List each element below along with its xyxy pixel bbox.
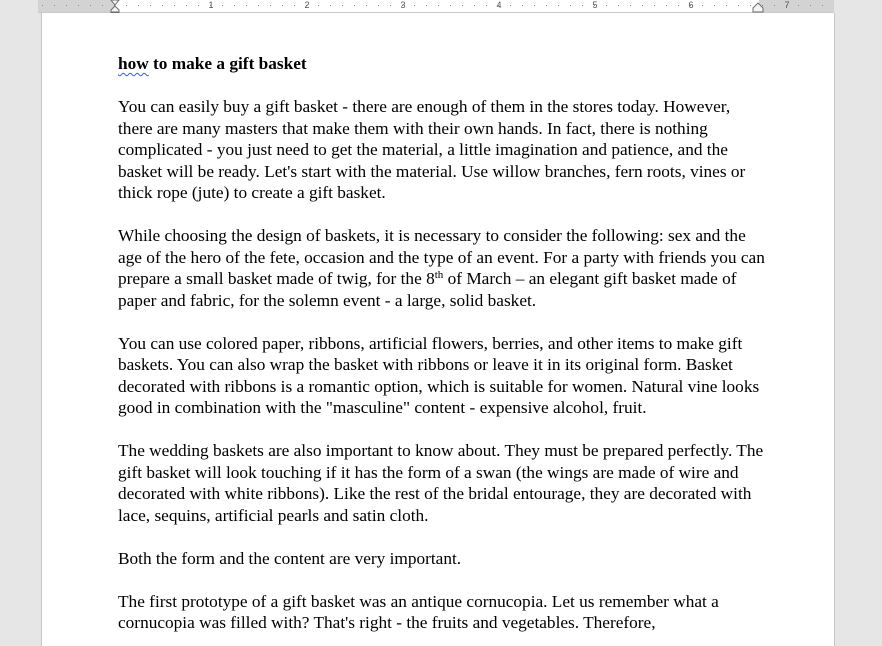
ruler-tick (702, 5, 703, 6)
ruler-tick (126, 5, 127, 6)
ruler-tick (294, 5, 295, 6)
ruler-tick (258, 5, 259, 6)
ruler-tick (510, 5, 511, 6)
ruler-tick (570, 5, 571, 6)
document-page[interactable] (41, 13, 835, 646)
paragraph-3: You can use colored paper, ribbons, artificial flowers, berries, and other items to make gift baskets. You can also wrap the basket with ribbons or leave it in its original form. Basket decorated with ribbons is a romantic option, which is suitable for women. Natural vine looks good in combination with the "masculine" content - expensive alcohol, fruit. (118, 333, 760, 417)
ruler-tick (366, 5, 367, 6)
ruler-number: 7 (784, 0, 790, 10)
ruler-tick (450, 5, 451, 6)
ruler-tick (246, 5, 247, 6)
ruler-tick (522, 5, 523, 6)
ruler-right-margin (759, 0, 834, 12)
ruler-tick (42, 5, 43, 6)
ruler-tick (54, 5, 55, 6)
ruler-tick (90, 5, 91, 6)
paragraph-2-text-a: While choosing the design of baskets, it is necessary to consider the following: sex and the age of the hero of the fete, occasion and the type of an event. For a party with friends you can prepare a small basket made of twig, for the 8 (118, 226, 765, 288)
ruler-tick (774, 5, 775, 6)
ruler-tick (606, 5, 607, 6)
ruler-tick (234, 5, 235, 6)
ruler-tick (102, 5, 103, 6)
paragraph-4: The wedding baskets are also important to know about. They must be prepared perfectly. The gift basket will look touching if it has the form of a swan (the wings are made of wire and decorated with white ribbons). Like the rest of the bridal entourage, they are decorated with lace, sequins, artificial pearls and satin cloth. (118, 441, 764, 525)
ruler-tick (618, 5, 619, 6)
ruler-tick (162, 5, 163, 6)
ruler-tick (390, 5, 391, 6)
paragraph-1: You can easily buy a gift basket - there are enough of them in the stores today. However, there are many masters that make them with their own hands. In fact, there is nothing complicated - you just need to get the material, a little imagination and patience, and the basket will be ready. Let's start with the material. Use willow branches, fern roots, vines or thick rope (jute) to create a gift basket. (118, 97, 746, 202)
paragraph-6: The first prototype of a gift basket was an antique cornucopia. Let us remember what a cornucopia was filled with? That's right - the fruits and vegetables. Therefore, (118, 591, 719, 632)
ruler-tick (150, 5, 151, 6)
ruler-tick (726, 5, 727, 6)
ruler-number: 5 (592, 0, 598, 10)
ruler-tick (174, 5, 175, 6)
ruler-tick (534, 5, 535, 6)
ruler-tick (186, 5, 187, 6)
ruler-tick (666, 5, 667, 6)
ruler-tick (354, 5, 355, 6)
ruler-tick (282, 5, 283, 6)
superscript-ordinal: th (434, 269, 444, 281)
ruler-tick (822, 5, 823, 6)
ruler-tick (630, 5, 631, 6)
ruler-tick (342, 5, 343, 6)
ruler-tick (78, 5, 79, 6)
ruler-tick (678, 5, 679, 6)
ruler-tick (330, 5, 331, 6)
document-body[interactable] (118, 53, 768, 646)
ruler-tick (546, 5, 547, 6)
paragraph-5: Both the form and the content are very important. (118, 548, 462, 568)
ruler-number: 2 (304, 0, 310, 10)
ruler-tick (750, 5, 751, 6)
ruler-tick (66, 5, 67, 6)
ruler-number: 4 (496, 0, 502, 10)
right-indent-marker-icon[interactable] (752, 2, 764, 13)
ruler-tick (486, 5, 487, 6)
ruler-tick (462, 5, 463, 6)
ruler-tick (582, 5, 583, 6)
ruler-tick (714, 5, 715, 6)
ruler-tick (654, 5, 655, 6)
ruler-tick (798, 5, 799, 6)
ruler-tick (378, 5, 379, 6)
ruler-tick (270, 5, 271, 6)
ruler-number: 3 (400, 0, 406, 10)
ruler-tick (474, 5, 475, 6)
paragraph-2 (118, 225, 768, 311)
ruler-tick (558, 5, 559, 6)
ruler-left-margin (38, 0, 115, 12)
left-indent-marker-icon[interactable] (110, 0, 120, 13)
ruler-tick (426, 5, 427, 6)
ruler-tick (318, 5, 319, 6)
ruler-tick (810, 5, 811, 6)
spelling-flagged-word[interactable]: how (118, 54, 149, 73)
ruler-tick (738, 5, 739, 6)
horizontal-ruler[interactable] (0, 0, 882, 13)
ruler-tick (414, 5, 415, 6)
paragraph-2-text-b: of March – an elegant gift basket made of paper and fabric, for the solemn event - a large, solid basket. (118, 269, 737, 310)
ruler-tick (438, 5, 439, 6)
ruler-tick (138, 5, 139, 6)
document-title (118, 53, 768, 75)
ruler-tick (198, 5, 199, 6)
ruler-tick (222, 5, 223, 6)
document-title-rest: to make a gift basket (148, 54, 307, 73)
ruler-tick (642, 5, 643, 6)
ruler-track (38, 0, 834, 13)
ruler-number: 1 (208, 0, 214, 10)
ruler-number: 6 (688, 0, 694, 10)
